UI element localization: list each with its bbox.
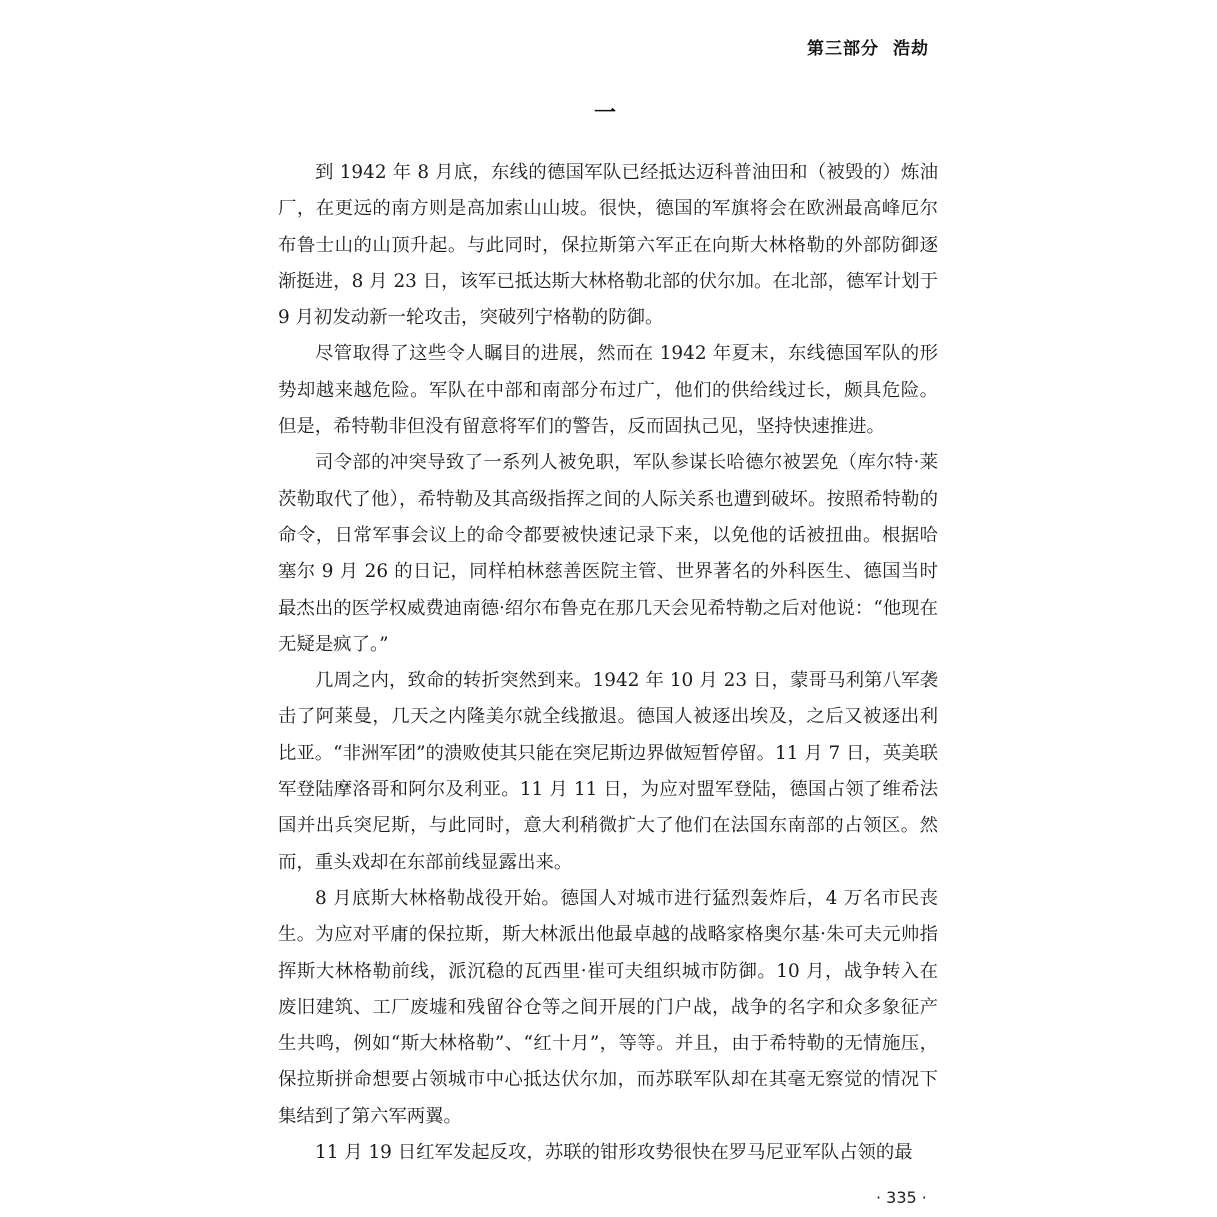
page-number: · 335 · [876, 1188, 927, 1207]
paragraph: 司令部的冲突导致了一系列人被免职，军队参谋长哈德尔被罢免（库尔特·莱茨勒取代了他），希特勒及其高级指挥之间的人际关系也遭到破坏。按照希特勒的命令，日常军事会议上的命令都要被快速记录下来，以免他的话被扭曲。根据哈塞尔 9 月 26 的日记，同样柏林慈善医院主管、世界著名的外科医生、德国当时最杰出的医学权威费迪南德·绍尔布鲁克在那几天会见希特勒之后对他说：“他现在无疑是疯了。” [278, 452, 938, 655]
section-number: 一 [594, 101, 617, 126]
paragraph: 尽管取得了这些令人瞩目的进展，然而在 1942 年夏末，东线德国军队的形势却越来越危险。军队在中部和南部分布过广，他们的供给线过长，颇具危险。但是，希特勒非但没有留意将军们的警告，反而固执己见，坚持快速推进。 [278, 343, 938, 438]
paragraph: 几周之内，致命的转折突然到来。1942 年 10 月 23 日，蒙哥马利第八军袭击了阿莱曼，几天之内隆美尔就全线撤退。德国人被逐出埃及，之后又被逐出利比亚。“非洲军团”的溃败使其只能在突尼斯边界做短暂停留。11 月 7 日，英美联军登陆摩洛哥和阿尔及利亚。11 月 11 日，为应对盟军登陆，德国占领了维希法国并出兵突尼斯，与此同时，意大利稍微扩大了他们在法国东南部的占领区。然而，重头戏却在东部前线显露出来。 [278, 670, 938, 873]
paragraph: 11 月 19 日红军发起反攻，苏联的钳形攻势很快在罗马尼亚军队占领的最 [315, 1142, 913, 1164]
header-part: 第三部分 [807, 39, 879, 59]
body-text [278, 155, 938, 1171]
running-header [807, 34, 929, 59]
paragraph: 8 月底斯大林格勒战役开始。德国人对城市进行猛烈轰炸后，4 万名市民丧生。为应对平庸的保拉斯，斯大林派出他最卓越的战略家格奥尔基·朱可夫元帅指挥斯大林格勒前线，派沉稳的瓦西里·崔可夫组织城市防御。10 月，战争转入在废旧建筑、工厂废墟和残留谷仓等之间开展的门户战，战争的名字和众多象征产生共鸣，例如“斯大林格勒”、“红十月”，等等。并且，由于希特勒的无情施压，保拉斯拼命想要占领城市中心抵达伏尔加，而苏联军队却在其毫无察觉的情况下集结到了第六军两翼。 [278, 887, 938, 1127]
paragraph: 到 1942 年 8 月底，东线的德国军队已经抵达迈科普油田和（被毁的）炼油厂，在更远的南方则是高加索山山坡。很快，德国的军旗将会在欧洲最高峰厄尔布鲁士山的山顶升起。与此同时，保拉斯第六军正在向斯大林格勒的外部防御逐渐挺进，8 月 23 日，该军已抵达斯大林格勒北部的伏尔加。在北部，德军计划于 9 月初发动新一轮攻击，突破列宁格勒的防御。 [278, 162, 938, 329]
header-title: 浩劫 [893, 39, 929, 59]
